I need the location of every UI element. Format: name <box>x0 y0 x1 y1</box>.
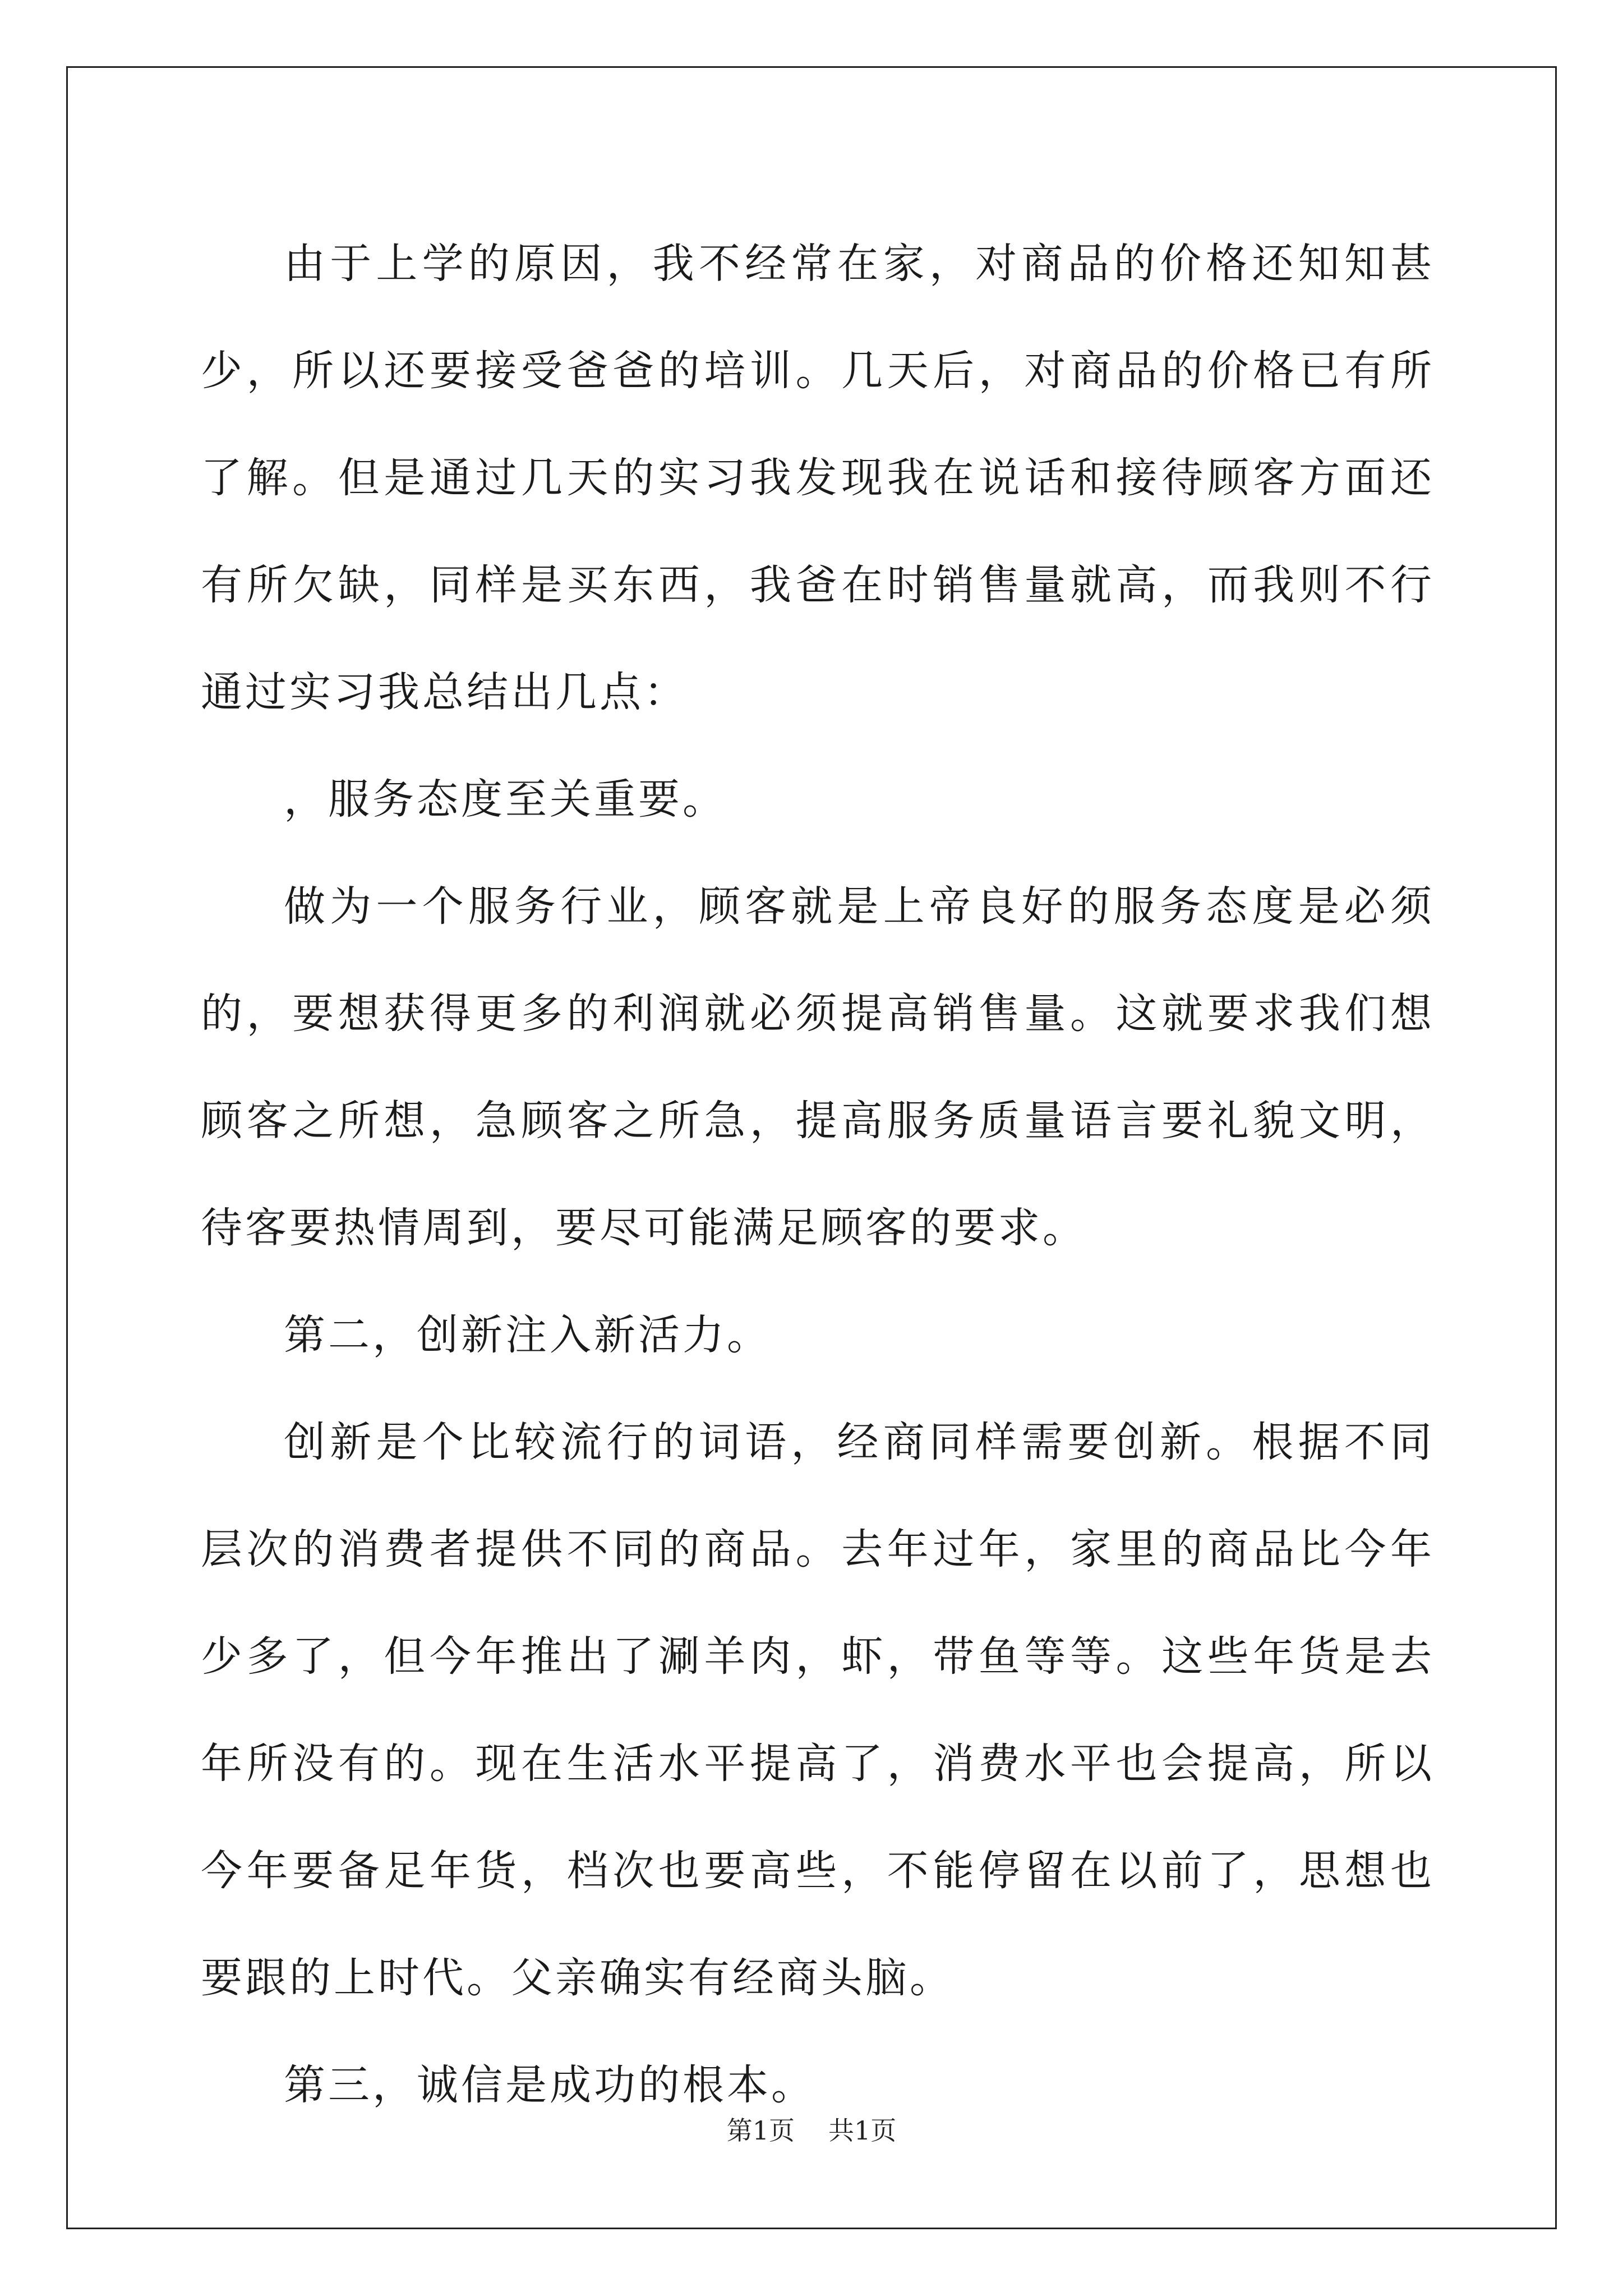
paragraph-4: 第二，创新注入新活力。 <box>284 1311 771 1359</box>
document-body <box>201 210 1435 2139</box>
paragraph-1: 由于上学的原因，我不经常在家，对商品的价格还知知甚少，所以还要接受爸爸的培训。几天后，对商品的价格已有所了解。但是通过几天的实习我发现我在说话和接待顾客方面还有所欠缺，同样是买东西，我爸在时销售量就高，而我则不行通过实习我总结出几点： <box>201 240 1435 716</box>
page-number-current: 第1页 <box>726 2115 795 2146</box>
page-number-total: 共1页 <box>828 2115 897 2146</box>
paragraph-5: 创新是个比较流行的词语，经商同样需要创新。根据不同层次的消费者提供不同的商品。去年过年，家里的商品比今年少多了，但今年推出了涮羊肉，虾，带鱼等等。这些年货是去年所没有的。现在生活水平提高了，消费水平也会提高，所以今年要备足年货，档次也要高些，不能停留在以前了，思想也要跟的上时代。父亲确实有经商头脑。 <box>201 1418 1435 2002</box>
paragraph-2: ，服务态度至关重要。 <box>284 775 727 823</box>
paragraph-6: 第三，诚信是成功的根本。 <box>284 2061 815 2109</box>
paragraph-3: 做为一个服务行业，顾客就是上帝良好的服务态度是必须的，要想获得更多的利润就必须提高销售量。这就要求我们想顾客之所想，急顾客之所急，提高服务质量语言要礼貌文明，待客要热情周到，要尽可能满足顾客的要求。 <box>201 882 1435 1252</box>
page-footer <box>0 2114 1623 2147</box>
